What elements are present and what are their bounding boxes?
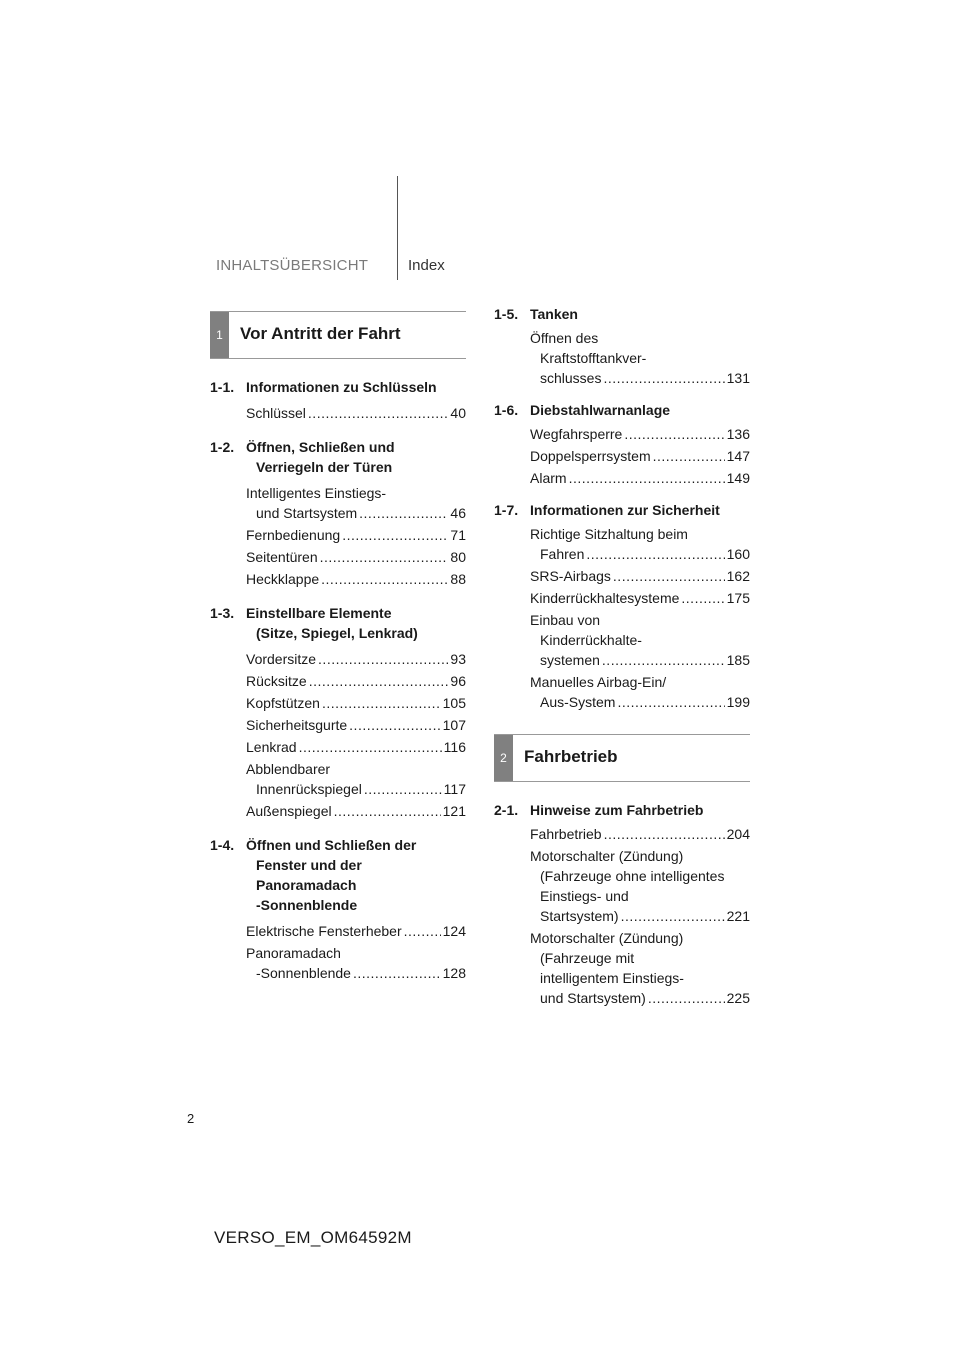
toc-entry[interactable]: Öffnen des Kraftstofftankver- schlusses ..... 131	[494, 328, 750, 388]
toc-entry[interactable]: Sicherheitsgurte ..... 107	[210, 715, 466, 735]
toc-entry[interactable]: Richtige Sitzhaltung beim Fahren ..... 160	[494, 524, 750, 564]
chapter-heading[interactable]: 1-1. Informationen zu Schlüsseln	[210, 379, 437, 395]
section-header-1	[210, 311, 466, 359]
toc-entry[interactable]: Einbau von Kinderrückhalte- systemen ..... 185	[494, 610, 750, 670]
toc-entry[interactable]: Alarm ..... 149	[494, 468, 750, 488]
toc-entry[interactable]: Schlüssel ..... 40	[210, 403, 466, 423]
toc-entry[interactable]: Elektrische Fensterheber ..... 124	[210, 921, 466, 941]
toc-entry[interactable]: Motorschalter (Zündung) (Fahrzeuge mit intelligentem Einstiegs- und Startsystem) ..... 225	[494, 928, 750, 1008]
toc-entry[interactable]: SRS-Airbags ..... 162	[494, 566, 750, 586]
section-title: Fahrbetrieb	[524, 747, 618, 766]
header-divider	[397, 176, 398, 280]
toc-entry[interactable]: Heckklappe ..... 88	[210, 569, 466, 589]
section-number: 1	[210, 312, 229, 358]
header-contents-tab[interactable]: INHALTSÜBERSICHT	[216, 257, 369, 274]
toc-entry[interactable]: Vordersitze ..... 93	[210, 649, 466, 669]
section-header-2	[494, 734, 750, 782]
toc-left-column	[210, 311, 466, 983]
toc-entry[interactable]: Intelligentes Einstiegs- und Startsystem ..... 46	[210, 483, 466, 523]
toc-entry[interactable]: Wegfahrsperre ..... 136	[494, 424, 750, 444]
toc-entry[interactable]: Außenspiegel ..... 121	[210, 801, 466, 821]
toc-entry[interactable]: Fernbedienung ..... 71	[210, 525, 466, 545]
toc-entry[interactable]: Motorschalter (Zündung) (Fahrzeuge ohne intelligentes Einstiegs- und Startsystem) ..... 221	[494, 846, 750, 926]
section-title: Vor Antritt der Fahrt	[240, 324, 401, 343]
toc-entry[interactable]: Doppelsperrsystem ..... 147	[494, 446, 750, 466]
chapter-heading[interactable]: 1-3. Einstellbare Elemente (Sitze, Spiegel, Lenkrad)	[210, 605, 418, 641]
toc-entry[interactable]: Kinderrückhaltesysteme ..... 175	[494, 588, 750, 608]
toc-entry[interactable]: Fahrbetrieb ..... 204	[494, 824, 750, 844]
document-code: VERSO_EM_OM64592M	[214, 1228, 412, 1247]
toc-entry[interactable]: Kopfstützen ..... 105	[210, 693, 466, 713]
toc-entry[interactable]: Lenkrad ..... 116	[210, 737, 466, 757]
chapter-heading[interactable]: 1-6. Diebstahlwarnanlage	[494, 402, 671, 418]
toc-right-column	[494, 304, 750, 1008]
chapter-heading[interactable]: 1-5. Tanken	[494, 306, 578, 322]
chapter-heading[interactable]: 2-1. Hinweise zum Fahrbetrieb	[494, 802, 704, 818]
page-number: 2	[187, 1111, 195, 1126]
section-number: 2	[494, 735, 513, 781]
toc-entry[interactable]: Panoramadach -Sonnenblende ..... 128	[210, 943, 466, 983]
chapter-heading[interactable]: 1-4. Öffnen und Schließen der Fenster und der Panoramadach -Sonnenblende	[210, 837, 417, 913]
chapter-heading[interactable]: 1-2. Öffnen, Schließen und Verriegeln der Türen	[210, 439, 395, 475]
toc-entry[interactable]: Manuelles Airbag-Ein/ Aus-System ..... 199	[494, 672, 750, 712]
toc-entry[interactable]: Seitentüren ..... 80	[210, 547, 466, 567]
toc-entry[interactable]: Abblendbarer Innenrückspiegel ..... 117	[210, 759, 466, 799]
chapter-heading[interactable]: 1-7. Informationen zur Sicherheit	[494, 502, 720, 518]
toc-entry[interactable]: Rücksitze ..... 96	[210, 671, 466, 691]
header-index-tab[interactable]: Index	[408, 257, 445, 274]
